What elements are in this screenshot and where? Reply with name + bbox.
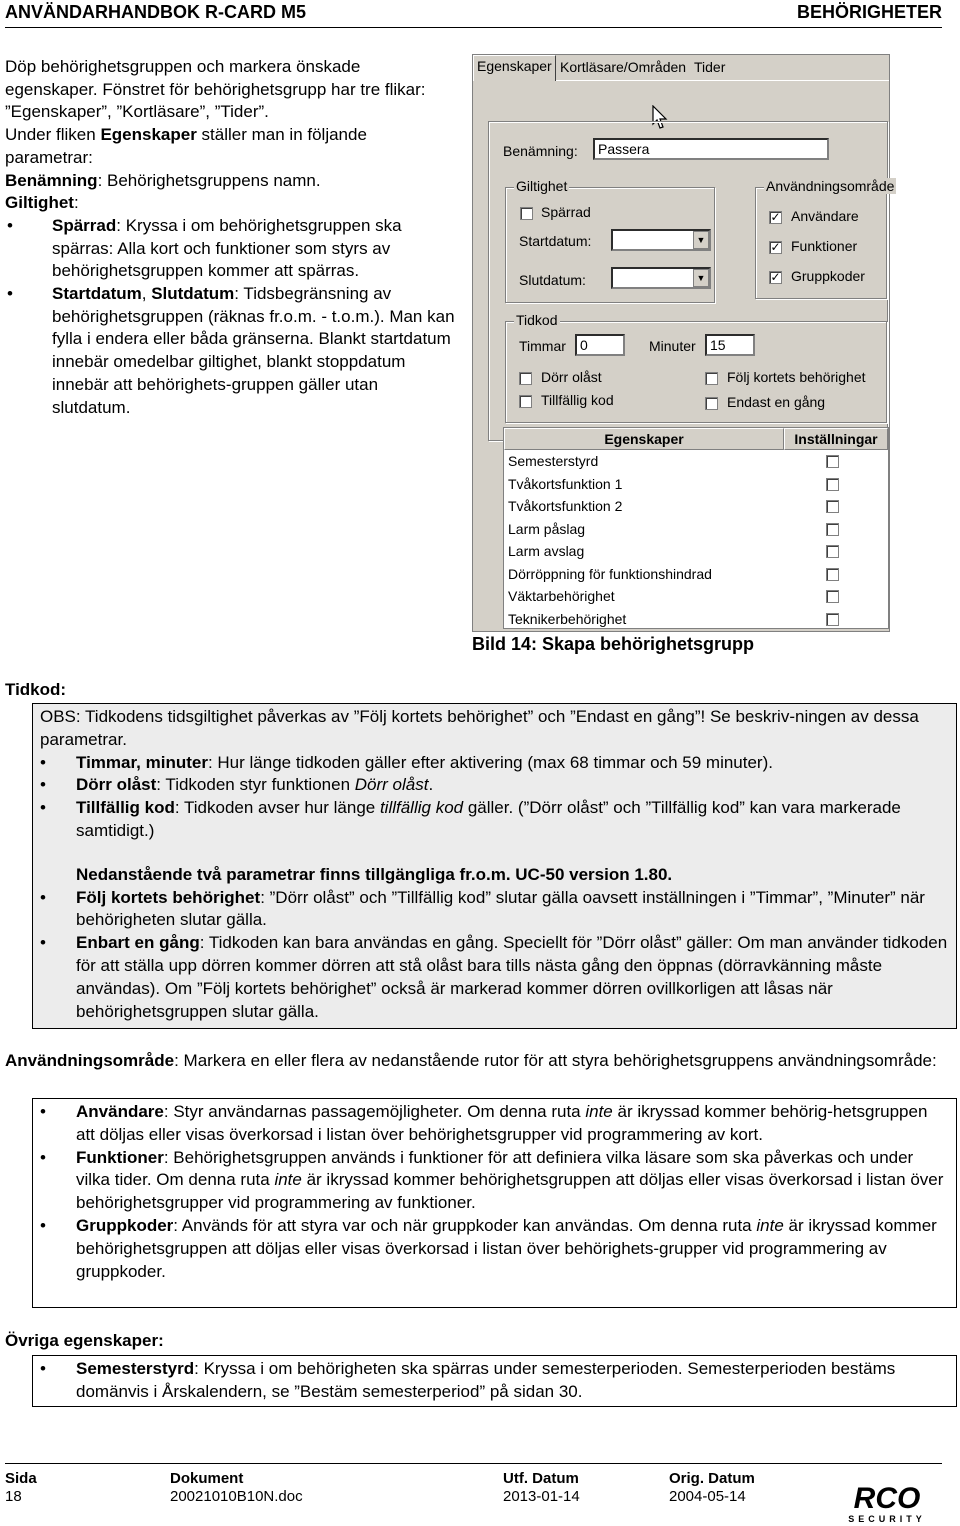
list-checkbox[interactable] xyxy=(826,590,839,603)
intro-p4: Giltighet: xyxy=(5,193,79,213)
page-footer xyxy=(5,1463,942,1526)
manual-title: ANVÄNDARHANDBOK R-CARD M5 xyxy=(5,2,306,22)
startdatum-dropdown-icon[interactable]: ▼ xyxy=(693,231,709,249)
anv-bullet-anvandare: • Användare: Styr användarnas passagemöjligheter. Om denna ruta inte är ikryssad kommer behörig-hetsgruppen att döljas eller visas överkorsad i listan över behörighetsgrupper vid programmering av kort. xyxy=(40,1101,950,1147)
list-item[interactable]: Tvåkortsfunktion 2 xyxy=(504,496,888,519)
tidkod-bullet-timmar: • Timmar, minuter: Hur länge tidkoden gäller efter aktivering (max 68 timmar och 59 minuter). xyxy=(40,752,950,775)
minuter-label: Minuter xyxy=(649,338,696,354)
anvandare-label: Användare xyxy=(791,208,859,224)
intro-bullet-datum: • Startdatum, Slutdatum: Tidsbegränsning av behörighetsgruppen (räknas fr.o.m. - t.o.m.). Man kan fylla i endera eller båda gränserna. Blankt startdatum innebär omedelbar giltighet, blankt stoppdatum innebär att behörighets-gruppen gäller utan slutdatum. xyxy=(5,283,455,419)
footer-utf-datum: Utf. Datum 2013-01-14 xyxy=(503,1470,580,1505)
anv-bullet-funktioner: • Funktioner: Behörighetsgruppen används i funktioner för att definiera vilka läsare som ska påverkas och under vilka tider. Om denna ruta inte är ikryssad kommer behörighetsgruppen att döljas eller visas överkorsad i listan över behörighetsgrupper vid programmering av funktioner. xyxy=(40,1147,950,1215)
tab-tider[interactable]: Tider xyxy=(691,57,728,79)
col-egenskaper[interactable]: Egenskaper xyxy=(504,428,784,450)
sparrad-checkbox[interactable] xyxy=(520,207,533,220)
list-checkbox[interactable] xyxy=(826,523,839,536)
slutdatum-dropdown-icon[interactable]: ▼ xyxy=(693,269,709,287)
anvandare-checkbox[interactable]: ✓ xyxy=(770,210,781,224)
list-checkbox[interactable] xyxy=(826,568,839,581)
tidkod-note: Nedanstående två parametrar finns tillgängliga fr.o.m. UC-50 version 1.80. xyxy=(76,864,673,884)
tidkod-bullet-enbart: • Enbart en gång: Tidkoden kan bara användas en gång. Speciellt för ”Dörr olåst” gäller: Om man använder tidkoden för att ställa upp dörren kommer dörren att stå olåst bara tills nästa gång den öppnas (dörravkänning måste användas). Om ”Följ kortets behörighet” också är markerad kommer dörren ovillkorligen att låsas när behörighetsgruppen slutar gälla. xyxy=(40,932,950,1023)
intro-p2: Under fliken Egenskaper ställer man in följande parametrar: xyxy=(5,125,367,167)
list-checkbox[interactable] xyxy=(826,613,839,626)
svg-text:RCO: RCO xyxy=(853,1482,921,1515)
ovriga-heading: Övriga egenskaper: xyxy=(5,1331,164,1350)
tidkod-bullet-dorr: • Dörr olåst: Tidkoden styr funktionen Dörr olåst. xyxy=(40,774,950,797)
dorr-olast-label: Dörr olåst xyxy=(541,369,602,385)
list-item[interactable]: Larm påslag xyxy=(504,519,888,542)
endast-checkbox[interactable] xyxy=(705,397,718,410)
intro-bullet-sparrad: • Spärrad: Kryssa i om behörighetsgruppen ska spärras: Alla kort och funktioner som styrs av behörighetsgruppen kommer att spärras. xyxy=(5,215,455,283)
funktioner-label: Funktioner xyxy=(791,238,858,254)
list-checkbox[interactable] xyxy=(826,500,839,513)
page-header xyxy=(5,0,942,28)
endast-label: Endast en gång xyxy=(727,394,826,410)
col-installningar[interactable]: Inställningar xyxy=(784,428,888,450)
list-item[interactable]: Teknikerbehörighet xyxy=(504,609,888,632)
list-checkbox[interactable] xyxy=(826,478,839,491)
tidkod-title: Tidkod xyxy=(516,312,558,328)
chapter-title: BEHÖRIGHETER xyxy=(796,2,942,22)
list-item[interactable]: Semesterstyrd xyxy=(504,451,888,474)
tidkod-heading: Tidkod: xyxy=(5,680,67,699)
timmar-label: Timmar xyxy=(519,338,566,354)
folj-label: Följ kortets behörighet xyxy=(727,369,866,385)
list-item[interactable]: Tvåkortsfunktion 1 xyxy=(504,474,888,497)
footer-dokument: Dokument 20021010B10N.doc xyxy=(170,1470,303,1505)
startdatum-label: Startdatum: xyxy=(519,233,592,249)
properties-list xyxy=(503,427,889,629)
timmar-input[interactable]: 0 xyxy=(575,334,625,356)
anv-bullet-gruppkoder: • Gruppkoder: Används för att styra var och när gruppkoder kan användas. Om denna ruta inte är ikryssad kommer behörighetsgruppen att döljas eller visas överkorsad i listan över behörighets-grupper vid programmering av gruppkoder. xyxy=(40,1215,950,1283)
ovriga-bullet-semester: • Semesterstyrd: Kryssa i om behörigheten ska spärras under semesterperioden. Semesterperioden bestäms domänvis i Årskalendern, se ”Bestäm semesterperiod” på sidan 30. xyxy=(40,1358,950,1404)
slutdatum-label: Slutdatum: xyxy=(519,272,586,288)
dialog-tabs xyxy=(473,55,889,81)
minuter-input[interactable]: 15 xyxy=(705,334,755,356)
svg-text:SECURITY: SECURITY xyxy=(848,1514,926,1524)
tidkod-bullet-folj: • Följ kortets behörighet: ”Dörr olåst” och ”Tillfällig kod” slutar gälla oavsett inställningen i ”Timmar”, ”Minuter” när behörigheten slutar gälla. xyxy=(40,887,950,933)
tillfallig-kod-label: Tillfällig kod xyxy=(541,392,614,408)
intro-text xyxy=(5,56,455,419)
intro-p3: Benämning: Behörighetsgruppens namn. xyxy=(5,170,321,190)
folj-checkbox[interactable] xyxy=(705,372,718,385)
tab-kortlasare[interactable]: Kortläsare/Områden xyxy=(557,57,689,79)
figure-caption: Bild 14: Skapa behörighetsgrupp xyxy=(472,634,755,654)
rco-logo-icon xyxy=(837,1480,937,1524)
tab-egenskaper[interactable]: Egenskaper xyxy=(473,55,556,81)
list-checkbox[interactable] xyxy=(826,545,839,558)
list-item[interactable]: Larm avslag xyxy=(504,541,888,564)
tidkod-box xyxy=(32,703,957,1029)
tillfallig-kod-checkbox[interactable] xyxy=(519,395,532,408)
funktioner-checkbox[interactable]: ✓ xyxy=(770,240,781,254)
ovriga-box xyxy=(32,1355,957,1407)
gruppkoder-label: Gruppkoder xyxy=(791,268,865,284)
intro-p1: Döp behörighetsgruppen och markera önskade egenskaper. Fönstret för behörighetsgrupp har tre flikar: ”Egenskaper”, ”Kortläsare”, ”Tider”. xyxy=(5,57,426,122)
footer-orig-datum: Orig. Datum 2004-05-14 xyxy=(669,1470,755,1505)
anv-intro: Användningsområde: Markera en eller flera av nedanstående rutor för att styra behörighetsgruppens användningsområde: xyxy=(5,1051,937,1070)
anv-box xyxy=(32,1098,957,1308)
list-item[interactable]: Dörröppning för funktionshindrad xyxy=(504,564,888,587)
list-checkbox[interactable] xyxy=(826,455,839,468)
sparrad-label: Spärrad xyxy=(541,204,591,220)
footer-sida: Sida 18 xyxy=(5,1470,37,1505)
dialog-screenshot xyxy=(472,54,895,632)
list-item[interactable]: Väktarbehörighet xyxy=(504,586,888,609)
name-label: Benämning: xyxy=(503,143,578,159)
gruppkoder-checkbox[interactable]: ✓ xyxy=(770,270,781,284)
anv-title: Användningsområde xyxy=(766,178,895,194)
giltighet-title: Giltighet xyxy=(516,178,568,194)
dorr-olast-checkbox[interactable] xyxy=(519,372,532,385)
name-input[interactable]: Passera xyxy=(593,138,829,160)
tidkod-bullet-tillfallig: • Tillfällig kod: Tidkoden avser hur länge tillfällig kod gäller. (”Dörr olåst” och ”Tillfällig kod” kan vara markerade samtidigt.) xyxy=(40,797,950,843)
tidkod-obs: OBS: Tidkodens tidsgiltighet påverkas av ”Följ kortets behörighet” och ”Endast en gång”! Se beskriv-ningen av dessa parametrar. xyxy=(40,707,919,749)
